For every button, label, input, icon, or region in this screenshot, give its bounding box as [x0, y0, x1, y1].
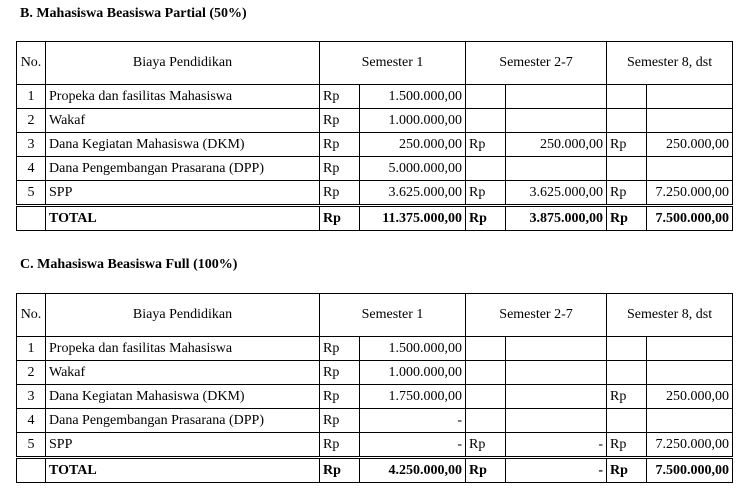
row-s1-currency: Rp — [320, 157, 360, 181]
row-item: Dana Pengembangan Prasarana (DPP) — [46, 409, 320, 433]
row-s1-value: 1.000.000,00 — [360, 109, 466, 133]
row-s1-currency: Rp — [320, 409, 360, 433]
total-label: TOTAL — [46, 206, 320, 231]
total-s8-currency: Rp — [607, 206, 647, 231]
header-semester-2-7: Semester 2-7 — [466, 42, 607, 85]
row-no: 2 — [17, 109, 46, 133]
row-s27-currency — [466, 157, 506, 181]
row-s8-value — [647, 409, 733, 433]
row-s1-currency: Rp — [320, 385, 360, 409]
row-s27-currency — [466, 85, 506, 109]
header-biaya: Biaya Pendidikan — [46, 294, 320, 337]
row-s27-currency: Rp — [466, 133, 506, 157]
row-s27-value — [506, 157, 607, 181]
row-s1-currency: Rp — [320, 433, 360, 458]
row-s8-currency: Rp — [607, 181, 647, 206]
row-s27-value: 250.000,00 — [506, 133, 607, 157]
row-s27-value: 3.625.000,00 — [506, 181, 607, 206]
table-header-row — [17, 294, 733, 337]
row-s1-value: - — [360, 433, 466, 458]
row-no: 1 — [17, 337, 46, 361]
row-s27-value — [506, 337, 607, 361]
table-row — [17, 409, 733, 433]
row-no: 5 — [17, 433, 46, 458]
row-s27-value: - — [506, 433, 607, 458]
table-row — [17, 337, 733, 361]
header-no: No. — [17, 294, 46, 337]
total-s27-value: 3.875.000,00 — [506, 206, 607, 231]
full-scholarship-fee-table — [16, 293, 733, 483]
total-row — [17, 206, 733, 231]
total-s8-value: 7.500.000,00 — [647, 458, 733, 483]
row-s8-currency — [607, 157, 647, 181]
total-s8-value: 7.500.000,00 — [647, 206, 733, 231]
row-item: SPP — [46, 181, 320, 206]
row-no: 5 — [17, 181, 46, 206]
row-s1-value: 1.500.000,00 — [360, 337, 466, 361]
total-s27-currency: Rp — [466, 458, 506, 483]
row-s1-currency: Rp — [320, 133, 360, 157]
row-s8-value — [647, 157, 733, 181]
table-row — [17, 181, 733, 206]
table-row — [17, 85, 733, 109]
table-row — [17, 109, 733, 133]
row-item: Propeka dan fasilitas Mahasiswa — [46, 337, 320, 361]
row-s27-value — [506, 385, 607, 409]
row-no: 2 — [17, 361, 46, 385]
row-s1-currency: Rp — [320, 361, 360, 385]
row-s8-currency — [607, 409, 647, 433]
total-s27-value: - — [506, 458, 607, 483]
table-row — [17, 361, 733, 385]
row-s1-currency: Rp — [320, 85, 360, 109]
row-s8-value: 7.250.000,00 — [647, 433, 733, 458]
row-s1-value: 5.000.000,00 — [360, 157, 466, 181]
row-item: Dana Pengembangan Prasarana (DPP) — [46, 157, 320, 181]
row-s27-currency — [466, 385, 506, 409]
row-s27-currency — [466, 109, 506, 133]
total-s1-value: 4.250.000,00 — [360, 458, 466, 483]
row-s27-currency — [466, 337, 506, 361]
total-label: TOTAL — [46, 458, 320, 483]
row-s27-value — [506, 109, 607, 133]
row-s27-value — [506, 361, 607, 385]
total-row — [17, 458, 733, 483]
row-s27-value — [506, 85, 607, 109]
section-b-title: B. Mahasiswa Beasiswa Partial (50%) — [20, 6, 247, 21]
header-semester-2-7: Semester 2-7 — [466, 294, 607, 337]
table-row — [17, 133, 733, 157]
row-s27-currency: Rp — [466, 181, 506, 206]
table-header-row — [17, 42, 733, 85]
row-s1-value: 250.000,00 — [360, 133, 466, 157]
row-s8-value — [647, 337, 733, 361]
row-s8-currency: Rp — [607, 385, 647, 409]
row-item: Dana Kegiatan Mahasiswa (DKM) — [46, 385, 320, 409]
header-semester-1: Semester 1 — [320, 42, 466, 85]
row-item: Dana Kegiatan Mahasiswa (DKM) — [46, 133, 320, 157]
row-s27-value — [506, 409, 607, 433]
row-s8-currency: Rp — [607, 133, 647, 157]
row-s8-value: 7.250.000,00 — [647, 181, 733, 206]
row-item: Wakaf — [46, 109, 320, 133]
section-c-title: C. Mahasiswa Beasiswa Full (100%) — [20, 257, 238, 272]
row-s8-currency — [607, 109, 647, 133]
row-s1-value: - — [360, 409, 466, 433]
total-s1-currency: Rp — [320, 458, 360, 483]
total-no — [17, 206, 46, 231]
row-item: Wakaf — [46, 361, 320, 385]
row-s8-currency — [607, 361, 647, 385]
header-no: No. — [17, 42, 46, 85]
total-s27-currency: Rp — [466, 206, 506, 231]
row-no: 4 — [17, 157, 46, 181]
row-s27-currency: Rp — [466, 433, 506, 458]
row-s8-value — [647, 361, 733, 385]
row-s27-currency — [466, 409, 506, 433]
row-s1-value: 1.500.000,00 — [360, 85, 466, 109]
row-s1-currency: Rp — [320, 181, 360, 206]
table-row — [17, 385, 733, 409]
header-semester-8: Semester 8, dst — [607, 294, 733, 337]
row-no: 3 — [17, 133, 46, 157]
total-s1-currency: Rp — [320, 206, 360, 231]
row-no: 4 — [17, 409, 46, 433]
row-item: SPP — [46, 433, 320, 458]
row-s8-value — [647, 109, 733, 133]
table-row — [17, 433, 733, 458]
row-s8-value: 250.000,00 — [647, 133, 733, 157]
row-s1-value: 1.750.000,00 — [360, 385, 466, 409]
row-s1-currency: Rp — [320, 337, 360, 361]
header-semester-1: Semester 1 — [320, 294, 466, 337]
total-s8-currency: Rp — [607, 458, 647, 483]
row-s8-currency: Rp — [607, 433, 647, 458]
total-s1-value: 11.375.000,00 — [360, 206, 466, 231]
table-row — [17, 157, 733, 181]
header-biaya: Biaya Pendidikan — [46, 42, 320, 85]
row-s8-value: 250.000,00 — [647, 385, 733, 409]
row-s8-value — [647, 85, 733, 109]
header-semester-8: Semester 8, dst — [607, 42, 733, 85]
total-no — [17, 458, 46, 483]
row-s8-currency — [607, 337, 647, 361]
partial-scholarship-fee-table — [16, 41, 733, 231]
row-s1-value: 3.625.000,00 — [360, 181, 466, 206]
row-no: 1 — [17, 85, 46, 109]
row-s1-currency: Rp — [320, 109, 360, 133]
row-s8-currency — [607, 85, 647, 109]
row-s1-value: 1.000.000,00 — [360, 361, 466, 385]
row-item: Propeka dan fasilitas Mahasiswa — [46, 85, 320, 109]
row-s27-currency — [466, 361, 506, 385]
row-no: 3 — [17, 385, 46, 409]
